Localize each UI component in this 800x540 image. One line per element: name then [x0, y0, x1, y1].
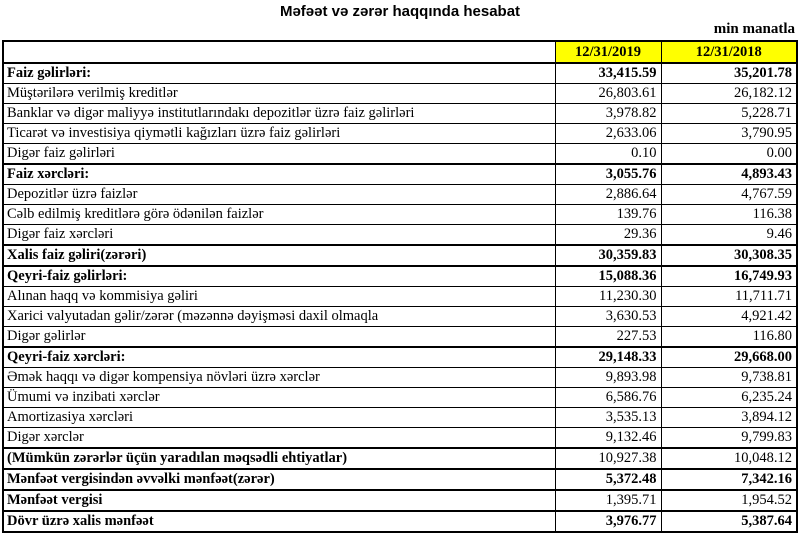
value-2018-cell: 3,894.12 [661, 408, 797, 428]
value-2019-cell: 29,148.33 [555, 347, 661, 368]
value-2018-cell: 10,048.12 [661, 448, 797, 469]
table-row [3, 428, 797, 449]
table-row [3, 245, 797, 266]
row-label-cell: Cəlb edilmiş kreditlərə görə ödənilən faizlər [3, 205, 555, 225]
row-label-cell: Faiz gəlirləri: [3, 63, 555, 84]
row-label-cell: Alınan haqq və kommisiya gəliri [3, 287, 555, 307]
row-label-cell: Qeyri-faiz xərcləri: [3, 347, 555, 368]
value-2018-cell: 11,711.71 [661, 287, 797, 307]
value-2019-cell: 11,230.30 [555, 287, 661, 307]
row-label-cell: (Mümkün zərərlər üçün yaradılan məqsədli ehtiyatlar) [3, 448, 555, 469]
table-row [3, 388, 797, 408]
row-label-cell: Qeyri-faiz gəlirləri: [3, 266, 555, 287]
row-label-cell: Banklar və digər maliyyə institutlarındakı depozitlər üzrə faiz gəlirləri [3, 104, 555, 124]
page-title: Məfəət və zərər haqqında hesabat [279, 3, 521, 20]
row-label-cell: Amortizasiya xərcləri [3, 408, 555, 428]
table-row [3, 185, 797, 205]
table-row [3, 287, 797, 307]
table-row [3, 307, 797, 327]
value-2019-cell: 15,088.36 [555, 266, 661, 287]
value-2019-cell: 9,132.46 [555, 428, 661, 449]
row-label-cell: Müştərilərə verilmiş kreditlər [3, 84, 555, 104]
value-2019-cell: 3,535.13 [555, 408, 661, 428]
table-row [3, 144, 797, 165]
value-2019-cell: 30,359.83 [555, 245, 661, 266]
value-2018-cell: 30,308.35 [661, 245, 797, 266]
row-label-cell: Xarici valyutadan gəlir/zərər (məzənnə dəyişməsi daxil olmaqla [3, 307, 555, 327]
row-label-cell: Digər gəlirlər [3, 327, 555, 348]
unit-label: min manatla [713, 21, 795, 37]
value-2019-cell: 29.36 [555, 225, 661, 246]
table-row [3, 266, 797, 287]
value-2019-cell: 227.53 [555, 327, 661, 348]
row-label-cell: Əmək haqqı və digər kompensiya növləri üzrə xərclər [3, 368, 555, 388]
table-row [3, 511, 797, 532]
value-2019-cell: 33,415.59 [555, 63, 661, 84]
table-row [3, 490, 797, 511]
value-2018-cell: 35,201.78 [661, 63, 797, 84]
row-label-cell: Digər xərclər [3, 428, 555, 449]
value-2019-cell: 139.76 [555, 205, 661, 225]
value-2019-cell: 3,630.53 [555, 307, 661, 327]
table-header-row [3, 41, 797, 63]
table-row [3, 408, 797, 428]
row-label-cell: Dövr üzrə xalis mənfəət [3, 511, 555, 532]
value-2018-cell: 9,799.83 [661, 428, 797, 449]
value-2018-cell: 3,790.95 [661, 124, 797, 144]
column-header-2019: 12/31/2019 [555, 41, 661, 63]
row-label-cell: Ümumi və inzibati xərclər [3, 388, 555, 408]
column-header-empty [3, 41, 555, 63]
value-2019-cell: 26,803.61 [555, 84, 661, 104]
row-label-cell: Depozitlər üzrə faizlər [3, 185, 555, 205]
value-2018-cell: 4,921.42 [661, 307, 797, 327]
value-2019-cell: 1,395.71 [555, 490, 661, 511]
value-2019-cell: 0.10 [555, 144, 661, 165]
table-row [3, 84, 797, 104]
row-label-cell: Digər faiz xərcləri [3, 225, 555, 246]
row-label-cell: Xalis faiz gəliri(zərəri) [3, 245, 555, 266]
value-2018-cell: 5,387.64 [661, 511, 797, 532]
table-row [3, 368, 797, 388]
value-2018-cell: 9.46 [661, 225, 797, 246]
value-2019-cell: 3,978.82 [555, 104, 661, 124]
value-2018-cell: 4,767.59 [661, 185, 797, 205]
row-label-cell: Mənfəət vergisindən əvvəlki mənfəət(zərər) [3, 469, 555, 490]
table-body [3, 63, 797, 532]
table-row [3, 327, 797, 348]
table-row [3, 205, 797, 225]
value-2018-cell: 6,235.24 [661, 388, 797, 408]
value-2019-cell: 2,886.64 [555, 185, 661, 205]
row-label-cell: Digər faiz gəlirləri [3, 144, 555, 165]
table-row [3, 104, 797, 124]
table-row [3, 448, 797, 469]
row-label-cell: Faiz xərcləri: [3, 164, 555, 185]
value-2018-cell: 26,182.12 [661, 84, 797, 104]
value-2019-cell: 5,372.48 [555, 469, 661, 490]
profit-loss-table [2, 40, 798, 533]
value-2018-cell: 5,228.71 [661, 104, 797, 124]
value-2018-cell: 16,749.93 [661, 266, 797, 287]
table-row [3, 469, 797, 490]
value-2019-cell: 3,055.76 [555, 164, 661, 185]
table-row [3, 63, 797, 84]
value-2019-cell: 10,927.38 [555, 448, 661, 469]
table-row [3, 347, 797, 368]
value-2018-cell: 9,738.81 [661, 368, 797, 388]
value-2019-cell: 2,633.06 [555, 124, 661, 144]
value-2018-cell: 0.00 [661, 144, 797, 165]
value-2018-cell: 1,954.52 [661, 490, 797, 511]
column-header-2018: 12/31/2018 [661, 41, 797, 63]
row-label-cell: Ticarət və investisiya qiymətli kağızları üzrə faiz gəlirləri [3, 124, 555, 144]
value-2018-cell: 116.80 [661, 327, 797, 348]
value-2018-cell: 4,893.43 [661, 164, 797, 185]
table-row [3, 225, 797, 246]
value-2019-cell: 6,586.76 [555, 388, 661, 408]
table-row [3, 124, 797, 144]
value-2019-cell: 3,976.77 [555, 511, 661, 532]
value-2018-cell: 29,668.00 [661, 347, 797, 368]
value-2018-cell: 7,342.16 [661, 469, 797, 490]
table-row [3, 164, 797, 185]
value-2019-cell: 9,893.98 [555, 368, 661, 388]
row-label-cell: Mənfəət vergisi [3, 490, 555, 511]
value-2018-cell: 116.38 [661, 205, 797, 225]
